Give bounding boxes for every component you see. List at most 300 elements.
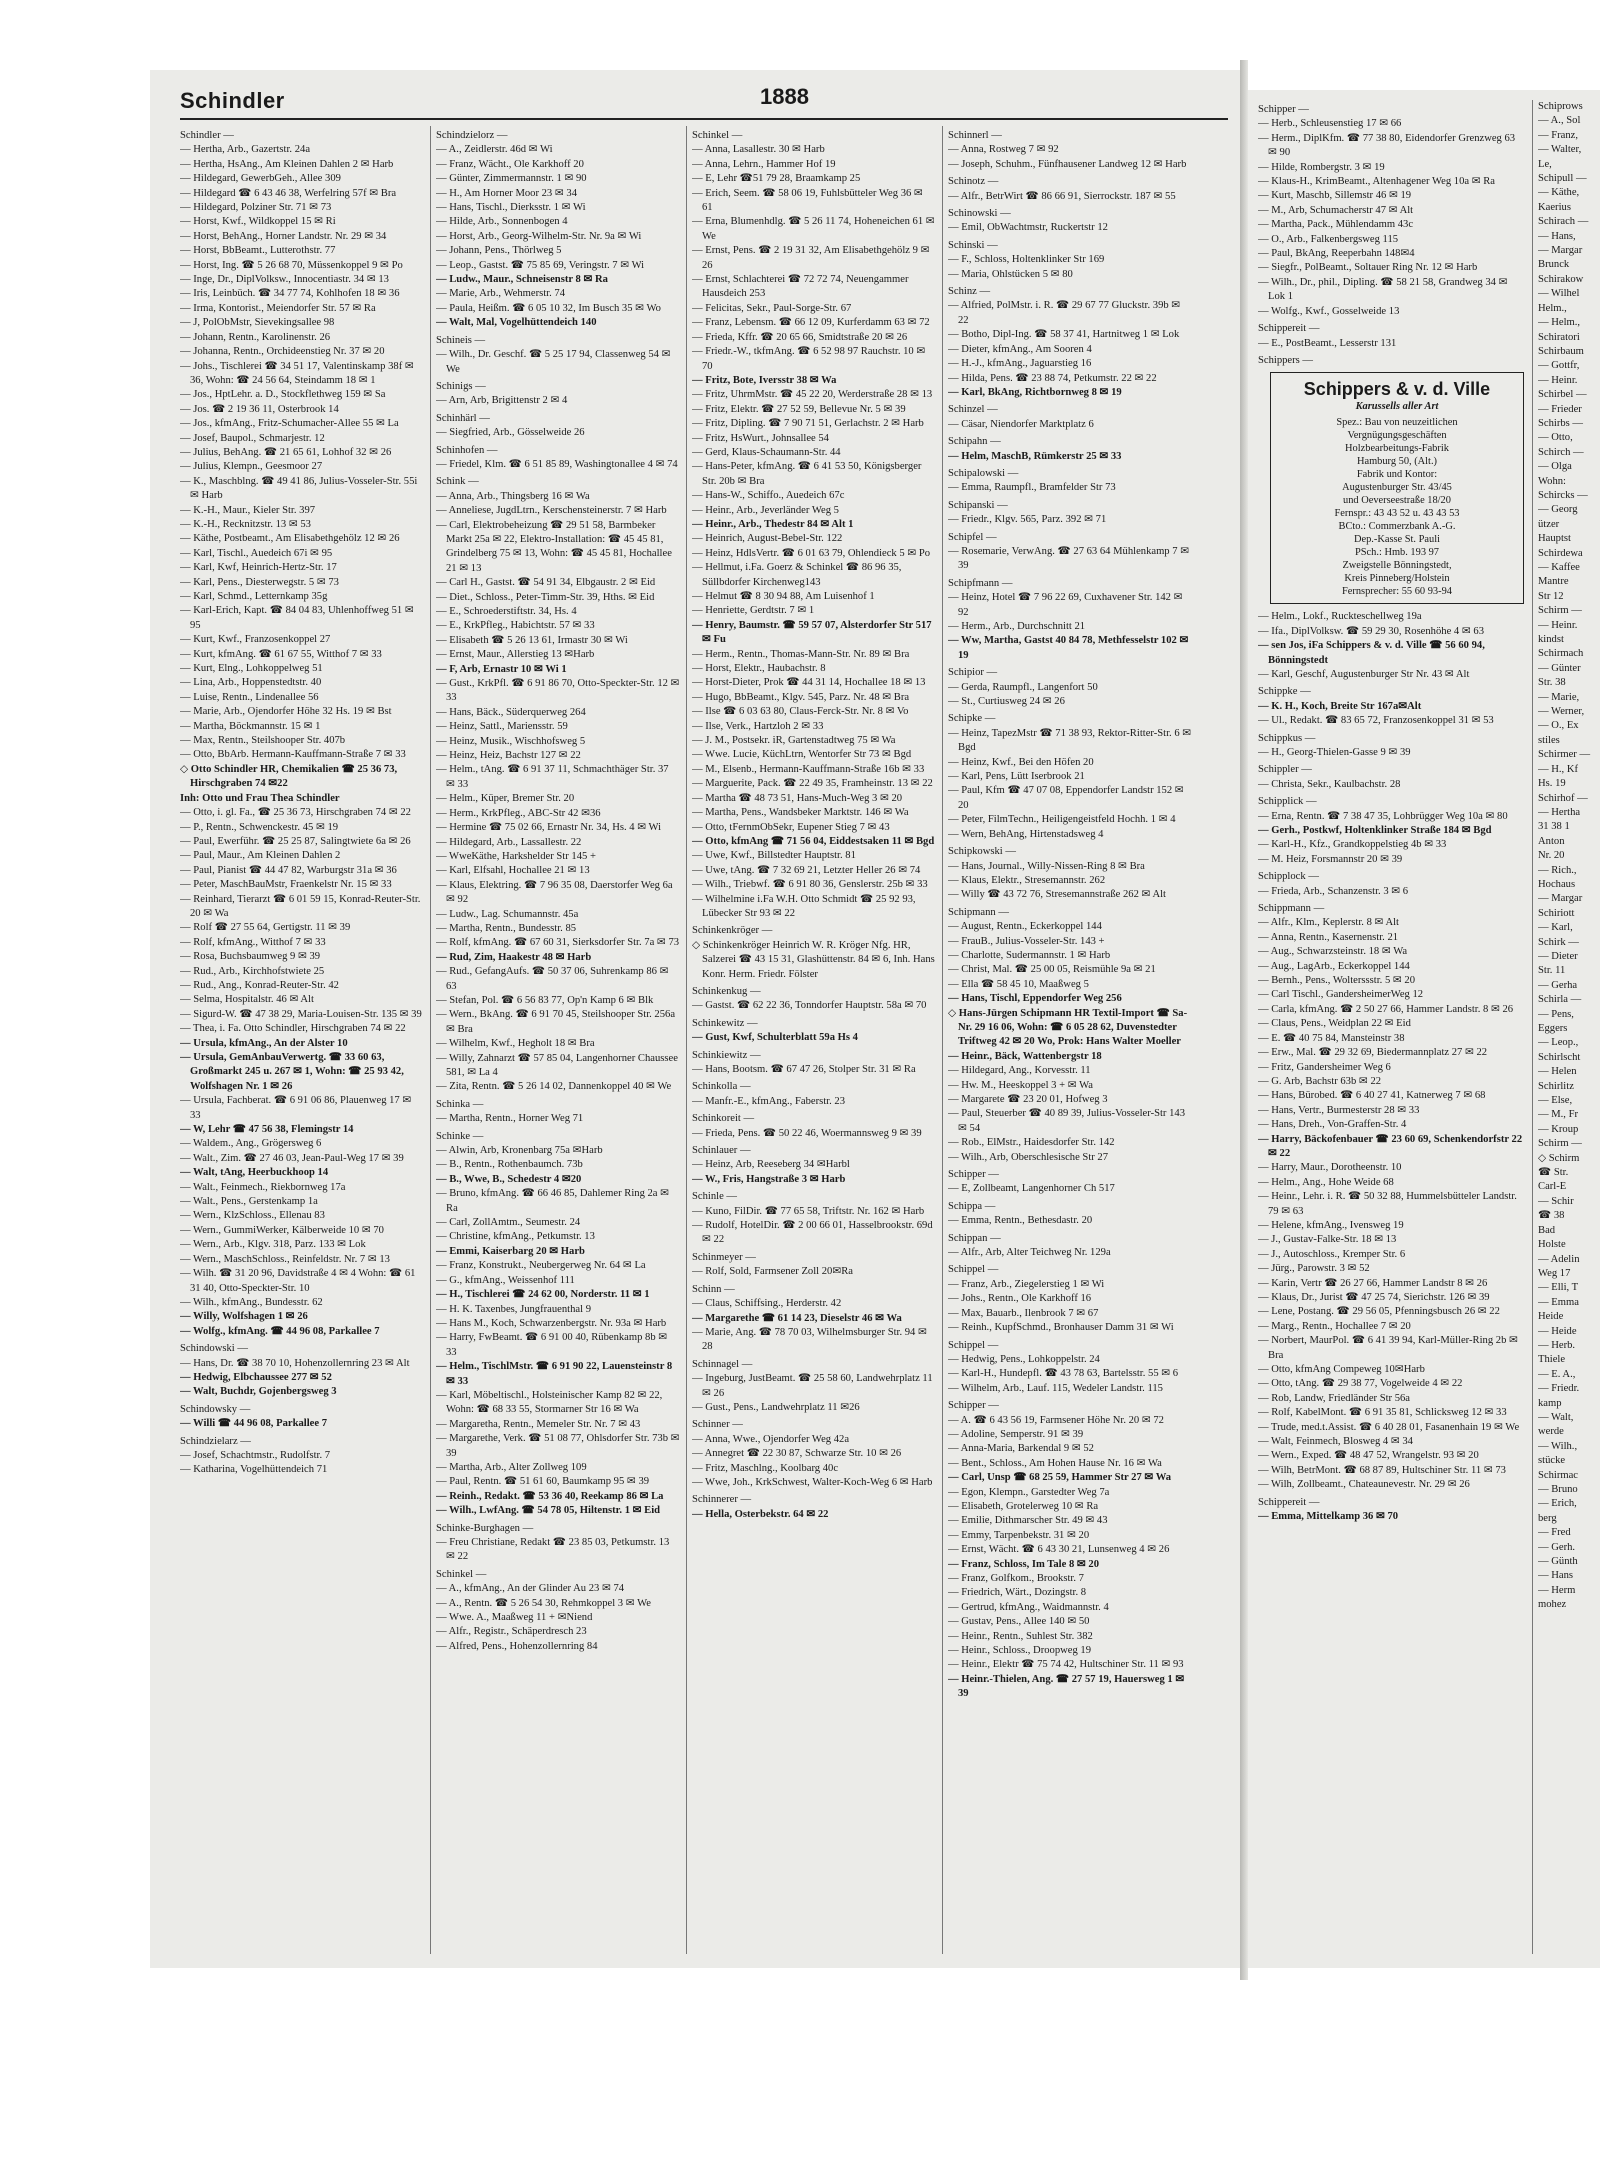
directory-entry: — Peter, FilmTechn., Heiligengeistfeld Hochh. 1 ✉ 4 <box>948 814 1176 826</box>
directory-entry: — Fritz, Bote, Iversstr 38 ✉ Wa <box>692 374 837 386</box>
directory-entry: — Heinr., Lehr. i. R. ☎ 50 32 88, Hummelsbütteler Landstr. 79 ✉ 63 <box>1258 1191 1517 1217</box>
directory-entry: — Hildegard ☎ 6 43 46 38, Werfelring 57f ✉ Bra <box>180 187 397 199</box>
directory-entry-fragment: kamp <box>1538 1397 1562 1409</box>
directory-entry: — Herm., Arb., Durchschnitt 21 <box>948 621 1086 632</box>
directory-entry: — Claus, Pens., Weidplan 22 ✉ Eid <box>1258 1018 1411 1030</box>
surname-heading: Schindzielarz — <box>180 1435 251 1447</box>
directory-entry: — Rudolf, HotelDir. ☎ 2 00 66 01, Hasselbrookstr. 69d ✉ 22 <box>692 1220 933 1246</box>
directory-entry: — Max, Bauarb., Ilenbrook 7 ✉ 67 <box>948 1307 1099 1319</box>
directory-entry: — H., Tischlerei ☎ 24 62 00, Norderstr. 11 ✉ 1 <box>436 1289 650 1301</box>
directory-entry-fragment: — Rich., <box>1538 864 1577 876</box>
directory-entry-fragment: — Marie, <box>1538 691 1580 703</box>
directory-entry: — Emilie, Dithmarscher Str. 49 ✉ 43 <box>948 1515 1108 1527</box>
directory-entry: — St., Curtiusweg 24 ✉ 26 <box>948 696 1065 708</box>
directory-entry: — Marie, Arb., Ojendorfer Höhe 32 Hs. 19 ✉ Bst <box>180 706 392 718</box>
directory-entry-fragment: — Walt, <box>1538 1411 1574 1423</box>
directory-entry: — Maria, Ohlstücken 5 ✉ 80 <box>948 268 1073 280</box>
directory-entry: — Freu Christiane, Redakt ☎ 23 85 03, Petkumstr. 13 ✉ 22 <box>436 1537 670 1563</box>
directory-entry: Inh: Otto und Frau Thea Schindler <box>180 792 340 804</box>
directory-entry: — Claus, Schiffsing., Herderstr. 42 <box>692 1298 842 1310</box>
directory-entry-fragment: — Gerha <box>1538 979 1578 991</box>
directory-entry: — Erna, Blumenhdlg. ☎ 5 26 11 74, Hoheneichen 61 ✉ We <box>692 216 935 242</box>
directory-entry: — Emma, Rentn., Bethesdastr. 20 <box>948 1215 1093 1227</box>
directory-entry: — Reinh., KupfSchmd., Bronhauser Damm 31 ✉ Wi <box>948 1322 1174 1334</box>
directory-entry: — Gertrud, kfmAng., Waidmannstr. 4 <box>948 1601 1109 1613</box>
directory-entry: — Carla, kfmAng. ☎ 2 50 27 66, Hammer Landstr. 8 ✉ 26 <box>1258 1003 1514 1015</box>
directory-column-6-cut <box>1538 100 1600 1958</box>
directory-entry: — Emma, Raumpfl., Bramfelder Str 73 <box>948 482 1116 494</box>
directory-entry: — Marie, Arb., Wehmerstr. 74 <box>436 288 565 300</box>
directory-entry: — Leop., Gastst. ☎ 75 85 69, Veringstr. 7 ✉ Wi <box>436 259 645 271</box>
directory-entry-fragment: stiles <box>1538 734 1560 746</box>
directory-entry-fragment: Schirdewa <box>1538 547 1583 559</box>
directory-entry-fragment: — Heide <box>1538 1325 1577 1337</box>
directory-entry: — Norbert, MaurPol. ☎ 6 41 39 94, Karl-Müller-Ring 2b ✉ Bra <box>1258 1335 1518 1361</box>
directory-entry-fragment: — Margar <box>1538 245 1583 257</box>
directory-entry-fragment: — Herb. <box>1538 1339 1576 1351</box>
directory-entry-fragment: 31 38 1 <box>1538 821 1570 833</box>
directory-entry: — Katharina, Vogelhüttendeich 71 <box>180 1464 328 1476</box>
directory-entry-fragment: — Margar <box>1538 893 1583 905</box>
directory-entry: — Horst, BbBeamt., Lutterothstr. 77 <box>180 245 336 257</box>
directory-entry-fragment: Kaerius <box>1538 201 1571 213</box>
ad-line: Hamburg 50, (Alt.) <box>1356 456 1438 468</box>
directory-entry-fragment: — Fred <box>1538 1527 1571 1539</box>
ad-line: Vergnügungsgeschäften <box>1347 430 1447 442</box>
directory-entry: — Rosemarie, VerwAng. ☎ 27 63 64 Mühlenkamp 7 ✉ 39 <box>948 545 1190 572</box>
directory-entry-fragment: Schirbaum <box>1538 345 1584 357</box>
directory-entry: — Martha, Arb., Alter Zollweg 109 <box>436 1461 587 1473</box>
directory-entry-fragment: Schircks — <box>1538 489 1588 501</box>
directory-entry: — Wwe. A., Maaßweg 11 + ✉Niend <box>436 1612 593 1624</box>
surname-heading: Schippkus — <box>1258 732 1316 744</box>
directory-entry: — Karl, BkAng, Richtbornweg 8 ✉ 19 <box>948 386 1122 398</box>
surname-heading: Schippa — <box>948 1200 996 1212</box>
surname-heading: Schipfel — <box>948 531 997 543</box>
directory-entry: — Franz, Wächt., Ole Karkhoff 20 <box>436 158 584 170</box>
directory-entry: — Walt, Mal, Vogelhüttendeich 140 <box>436 317 597 329</box>
directory-entry-fragment: Bad <box>1538 1224 1556 1236</box>
directory-entry: — Marg., Rentn., Hochallee 7 ✉ 20 <box>1258 1320 1411 1332</box>
directory-entry: — Heinr., Bäck, Wattenbergstr 18 <box>948 1050 1102 1062</box>
surname-heading: Schipplock — <box>1258 871 1319 883</box>
directory-entry: — Hw. M., Heeskoppel 3 + ✉ Wa <box>948 1079 1093 1091</box>
directory-entry: — Walt, Feinmech, Blosweg 4 ✉ 34 <box>1258 1436 1413 1448</box>
directory-entry-fragment: Schirk — <box>1538 936 1579 948</box>
directory-entry-fragment: — Leop., <box>1538 1037 1579 1049</box>
directory-entry: — Walt., Feinmech., Riekbornweg 17a <box>180 1181 346 1193</box>
directory-entry: — Lina, Arb., Hoppenstedtstr. 40 <box>180 677 322 689</box>
ad-line: Holzbearbeitungs-Fabrik <box>1345 443 1449 455</box>
directory-entry: — Klaus-H., KrimBeamt., Altenhagener Weg 10a ✉ Ra <box>1258 176 1496 188</box>
directory-entry: — Heinz, Sattl., Mariensstr. 59 <box>436 721 568 733</box>
directory-entry: — E., Schroederstiftstr. 34, Hs. 4 <box>436 606 577 617</box>
directory-column-3 <box>692 126 936 1958</box>
directory-entry: — Wilh., LwfAng. ☎ 54 78 05, Hiltenstr. 1 ✉ Eid <box>436 1505 661 1517</box>
surname-heading: Schinlauer — <box>692 1145 751 1157</box>
directory-entry: — Jürg., Parowstr. 3 ✉ 52 <box>1258 1263 1370 1275</box>
directory-entry: ◇ Otto Schindler HR, Chemikalien ☎ 25 36 73, Hirschgraben 74 ✉22 <box>180 763 398 790</box>
directory-entry: — Emil, ObWachtmstr, Ruckertstr 12 <box>948 222 1108 234</box>
directory-entry: — Wern., MaschSchloss., Reinfeldstr. Nr. 7 ✉ 13 <box>180 1253 390 1265</box>
surname-heading: Schipper — <box>948 1400 999 1412</box>
directory-entry: — Henry, Baumstr. ☎ 59 57 07, Alsterdorfer Str 517 ✉ Fu <box>692 619 932 646</box>
directory-entry: — Sigurd-W. ☎ 47 38 29, Maria-Louisen-Str. 135 ✉ 39 <box>180 1008 422 1020</box>
directory-entry: — Martha, Rentn., Bundesstr. 85 <box>436 922 577 934</box>
directory-entry: — Hertha, HsAng., Am Kleinen Dahlen 2 ✉ Harb <box>180 158 394 170</box>
directory-entry: — Gustav, Pens., Allee 140 ✉ 50 <box>948 1616 1090 1628</box>
surname-heading: Schippers — <box>1258 354 1314 366</box>
directory-entry-fragment: Str. 38 <box>1538 677 1566 689</box>
directory-entry: — K.-H., Recknitzstr. 13 ✉ 53 <box>180 518 311 530</box>
directory-entry-fragment: — Emma <box>1538 1296 1579 1308</box>
directory-entry: — Paul, Maur., Am Kleinen Dahlen 2 <box>180 850 341 862</box>
directory-entry: — Emmi, Kaiserbarg 20 ✉ Harb <box>436 1245 585 1257</box>
surname-heading: Schippler — <box>1258 764 1312 776</box>
directory-entry-fragment: Schirch — <box>1538 446 1584 458</box>
surname-heading: Schindowski — <box>180 1343 248 1355</box>
directory-entry: — Kurt, Kwf., Franzosenkoppel 27 <box>180 634 331 646</box>
surname-heading: Schinke-Burghagen — <box>436 1522 534 1534</box>
directory-entry: — Wolfg., kfmAng. ☎ 44 96 08, Parkallee 7 <box>180 1325 380 1337</box>
directory-entry: — K.-H., Maur., Kieler Str. 397 <box>180 504 316 516</box>
surname-heading: Schinkoreit — <box>692 1113 755 1125</box>
directory-entry-fragment: Wohn: <box>1538 475 1566 487</box>
directory-entry: — Hildegard, Arb., Lassallestr. 22 <box>436 836 582 848</box>
surname-heading: Schipalowski — <box>948 467 1019 479</box>
directory-entry-fragment: ☎ Str. <box>1538 1167 1569 1179</box>
directory-entry-fragment: Schirla — <box>1538 994 1582 1006</box>
directory-entry-fragment: Hochaus <box>1538 878 1576 890</box>
directory-entry: — Max, Rentn., Steilshooper Str. 407b <box>180 735 346 747</box>
directory-entry: — Heinr., Arb., Thedestr 84 ✉ Alt 1 <box>692 518 854 530</box>
directory-entry: — Wern., KlzSchloss., Ellenau 83 <box>180 1210 325 1222</box>
surname-heading: Schinnerl — <box>948 130 1002 141</box>
directory-entry: — Uwe, Kwf., Billstedter Hauptstr. 81 <box>692 850 856 862</box>
directory-entry: — Ludw., Maur., Schneisenstr 8 ✉ Ra <box>436 274 608 286</box>
directory-entry-fragment: Schiprows <box>1538 101 1583 112</box>
directory-entry: — Ernst, Pens. ☎ 2 19 31 32, Am Elisabethgehölz 9 ✉ 26 <box>692 245 930 271</box>
directory-entry-fragment: Schipull — <box>1538 173 1587 185</box>
directory-entry: — Helm., tAng. ☎ 6 91 37 11, Schmachthäger Str. 37 ✉ 33 <box>436 764 669 790</box>
directory-entry: — Julius, BehAng. ☎ 21 65 61, Lohhof 32 ✉ 26 <box>180 446 392 458</box>
directory-entry: — Julius, Klempn., Geesmoor 27 <box>180 461 323 473</box>
surname-heading: Schinn — <box>692 1283 735 1295</box>
directory-entry: — Paul, Rentn. ☎ 51 61 60, Baumkamp 95 ✉ 39 <box>436 1476 650 1488</box>
directory-entry: — Henriette, Gerdtstr. 7 ✉ 1 <box>692 605 815 617</box>
directory-entry: — Ifa., DiplVolksw. ☎ 59 29 30, Rosenhöhe 4 ✉ 63 <box>1258 625 1484 637</box>
directory-entry-fragment: Le, <box>1538 158 1552 170</box>
ad-line: Dep.-Kasse St. Pauli <box>1353 534 1440 546</box>
directory-entry: — F, Arb, Ernastr 10 ✉ Wi 1 <box>436 663 567 675</box>
directory-entry: — Ilse, Verk., Hartzloh 2 ✉ 33 <box>692 720 824 732</box>
directory-entry: — K., Maschblng. ☎ 49 41 86, Julius-Vosseler-Str. 55i ✉ Harb <box>180 475 418 502</box>
ad-subtitle: Karussells aller Art <box>1355 401 1439 413</box>
directory-entry: — Ww, Martha, Gastst 40 84 78, Methfesselstr 102 ✉19 <box>948 635 1189 661</box>
surname-heading: Schipper — <box>1258 104 1309 115</box>
directory-entry: — Otto, i. gl. Fa., ☎ 25 36 73, Hirschgraben 74 ✉ 22 <box>180 807 411 819</box>
directory-entry-fragment: — Günth <box>1538 1556 1578 1568</box>
directory-entry: — Alfr., Registr., Schäperdresch 23 <box>436 1626 587 1638</box>
directory-entry: — Martha, Rentn., Horner Weg 71 <box>436 1113 584 1125</box>
column-rule <box>686 126 687 1954</box>
directory-entry: — Hans M., Koch, Schwarzenbergstr. Nr. 93a ✉ Harb <box>436 1317 667 1329</box>
directory-entry: — Jos. ☎ 2 19 36 11, Osterbrook 14 <box>180 403 339 415</box>
directory-entry-fragment: Anton <box>1538 835 1565 847</box>
directory-entry: — Ingeburg, JustBeamt. ☎ 25 58 60, Landwehrplatz 11 ✉ 26 <box>692 1373 933 1399</box>
directory-entry: — Frieda, Arb., Schanzenstr. 3 ✉ 6 <box>1258 885 1409 897</box>
directory-entry-fragment: Weg 17 <box>1538 1267 1571 1279</box>
directory-entry: — Frieda, Pens. ☎ 50 22 46, Woermannsweg 9 ✉ 39 <box>692 1127 922 1139</box>
directory-entry: — Hans-W., Schiffo., Auedeich 67c <box>692 490 845 502</box>
directory-entry: — M. Heiz, Forsmannstr 20 ✉ 39 <box>1258 853 1403 865</box>
surname-heading: Schipahn — <box>948 436 1001 448</box>
directory-entry: — Paul, Ewerführ. ☎ 25 25 87, Salingtwiete 6a ✉ 26 <box>180 835 411 847</box>
surname-heading: Schinhärl — <box>436 412 490 424</box>
directory-entry: — August, Rentn., Eckerkoppel 144 <box>948 921 1102 933</box>
directory-entry: — Ul., Redakt. ☎ 83 65 72, Franzosenkoppel 31 ✉ 53 <box>1258 715 1494 727</box>
directory-entry: — Käthe, Postbeamt., Am Elisabethgehölz 12 ✉ 26 <box>180 533 400 545</box>
surname-heading: Schipmann — <box>948 906 1009 918</box>
directory-entry: — Reinhard, Tierarzt ☎ 6 01 59 15, Konrad-Reuter-Str. 20 ✉ Wa <box>180 893 421 919</box>
directory-entry: — Franz, Golfkom., Brookstr. 7 <box>948 1573 1084 1584</box>
surname-heading: Schippke — <box>1258 686 1311 698</box>
directory-entry-fragment: — Friedr. <box>1538 1383 1580 1395</box>
directory-entry: — Rolf, kfmAng. ☎ 67 60 31, Sierksdorfer Str. 7a ✉ 73 <box>436 937 680 949</box>
directory-entry: — Hans, Tischl, Eppendorfer Weg 256 <box>948 993 1122 1005</box>
directory-entry: — Fritz, Maschlng., Koolbarg 40c <box>692 1462 839 1474</box>
directory-entry: — Helm., TischlMstr. ☎ 6 91 90 22, Lauensteinstr 8 ✉ 33 <box>436 1361 673 1387</box>
directory-entry: — Erw., Mal. ☎ 29 32 69, Biedermannplatz 27 ✉ 22 <box>1258 1047 1488 1059</box>
directory-entry: — Fritz, Dipling. ☎ 7 90 71 51, Gerlachstr. 2 ✉ Harb <box>692 418 924 430</box>
directory-entry: — Wilh., Dr. Geschf. ☎ 5 25 17 94, Classenweg 54 ✉ We <box>436 349 671 375</box>
directory-entry: — Heinz, Musik., Wischhofsweg 5 <box>436 735 586 747</box>
directory-entry-fragment: — E. A., <box>1538 1368 1576 1380</box>
directory-entry: — Uwe, tAng. ☎ 7 32 69 21, Letzter Heller 26 ✉ 74 <box>692 864 921 876</box>
surname-heading: Schinle — <box>692 1191 738 1203</box>
directory-entry: — Paul, Pianist ☎ 44 47 82, Warburgstr 31a ✉ 36 <box>180 864 397 876</box>
surname-heading: Schipper — <box>948 1169 999 1181</box>
directory-entry: — Friedrich, Wärt., Dozingstr. 8 <box>948 1587 1087 1599</box>
directory-entry-fragment: — Pens, <box>1538 1008 1574 1020</box>
directory-entry-fragment: Schirmac <box>1538 1469 1579 1481</box>
directory-entry-fragment: Schirm — <box>1538 1138 1582 1150</box>
directory-entry-fragment: — Georg <box>1538 504 1578 516</box>
directory-entry-fragment: — Werner, <box>1538 706 1585 718</box>
directory-entry: — Wern., BkAng. ☎ 6 91 70 45, Steilshooper Str. 256a ✉ Bra <box>436 1009 676 1035</box>
directory-entry-fragment: Schirbs — <box>1538 417 1584 429</box>
directory-entry: — Johs., Rentn., Ole Karkhoff 16 <box>948 1293 1092 1305</box>
directory-entry-fragment: berg <box>1538 1512 1557 1524</box>
directory-entry-fragment: — Elli, T <box>1538 1282 1579 1294</box>
directory-entry: — G. Arb, Bachstr 63b ✉ 22 <box>1258 1075 1382 1087</box>
directory-entry: — Elisabeth, Grotelerweg 10 ✉ Ra <box>948 1500 1099 1512</box>
surname-heading: Schindler — <box>180 130 234 141</box>
directory-entry: — Karl, Möbeltischl., Holsteinischer Kamp 82 ✉ 22, Wohn: ☎ 68 33 55, Stormarner Str 16 ✉ Wa <box>436 1389 663 1416</box>
directory-entry-fragment: — O., Ex <box>1538 720 1579 732</box>
surname-heading: Schipke — <box>948 713 996 725</box>
directory-entry: — Willi ☎ 44 96 08, Parkallee 7 <box>180 1418 327 1430</box>
directory-column-5 <box>1258 100 1526 1958</box>
directory-entry-fragment: — Else, <box>1538 1095 1573 1107</box>
directory-entry: — Karl, Elfsahl, Hochallee 21 ✉ 13 <box>436 865 590 877</box>
directory-entry: — Rolf ☎ 27 55 64, Gertigstr. 11 ✉ 39 <box>180 922 351 934</box>
directory-entry: — Selma, Hospitalstr. 46 ✉ Alt <box>180 994 314 1006</box>
directory-entry: — Margaretha, Rentn., Memeler Str. Nr. 7 ✉ 43 <box>436 1418 641 1430</box>
surname-heading: Schinowski — <box>948 208 1011 220</box>
directory-entry: — Luise, Rentn., Lindenallee 56 <box>180 691 319 703</box>
surname-heading: Schinkel — <box>692 130 743 141</box>
directory-entry: — F., Schloss, Holtenklinker Str 169 <box>948 254 1105 266</box>
directory-entry: — Klaus, Elektr., Stresemannstr. 262 <box>948 874 1106 886</box>
directory-entry: — Reinh., Redakt. ☎ 53 36 40, Reekamp 86 ✉ La <box>436 1490 664 1502</box>
directory-entry: — Siegfried, Arb., Gösselweide 26 <box>436 427 585 439</box>
directory-entry: — B., Rentn., Rothenbaumch. 73b <box>436 1159 583 1171</box>
directory-entry: — Carl, Unsp ☎ 68 25 59, Hammer Str 27 ✉ Wa <box>948 1472 1172 1484</box>
directory-entry-fragment: Schirlscht <box>1538 1051 1581 1063</box>
directory-entry: — Hilde, Arb., Sonnenbogen 4 <box>436 216 568 228</box>
directory-entry: — Ernst, Schlachterei ☎ 72 72 74, Neuengammer Hausdeich 253 <box>692 274 909 300</box>
directory-entry: — Karl, Pens., Diesterwegstr. 5 ✉ 73 <box>180 576 339 588</box>
directory-entry: — E., KrkPfleg., Habichtstr. 57 ✉ 33 <box>436 620 595 632</box>
directory-entry: — K. H., Koch, Breite Str 167a✉Alt <box>1258 700 1422 712</box>
surname-heading: Schippel — <box>948 1339 999 1351</box>
directory-entry: — Franz, Konstrukt., Neubergerweg Nr. 64 ✉ La <box>436 1260 646 1272</box>
directory-entry-fragment: ☎ 38 <box>1538 1210 1565 1222</box>
directory-entry: — Anna, Wwe., Ojendorfer Weg 42a <box>692 1433 850 1445</box>
surname-heading: Schinke — <box>436 1130 484 1142</box>
directory-entry: — Karl-Erich, Kapt. ☎ 84 04 83, Uhlenhoffweg 51 ✉ 95 <box>180 605 414 631</box>
directory-entry: — Bernh., Pens., Wolterssstr. 5 ✉ 20 <box>1258 975 1416 987</box>
directory-entry: — Paul, Steuerber ☎ 40 89 39, Julius-Vosseler-Str 143 ✉ 54 <box>948 1108 1186 1134</box>
directory-entry: — Helm., Küper, Bremer Str. 20 <box>436 793 575 805</box>
directory-entry: — Josef, Schachtmstr., Rudolfstr. 7 <box>180 1449 331 1461</box>
directory-entry: — Carl Tischl., GandersheimerWeg 12 <box>1258 989 1424 1001</box>
directory-entry: — Herm., KrkPfleg., ABC-Str 42 ✉36 <box>436 807 601 819</box>
directory-entry: — Horst-Dieter, Prok ☎ 44 31 14, Hochallee 18 ✉ 13 <box>692 677 926 689</box>
directory-entry: — Heinr., Arb., Jeverländer Weg 5 <box>692 504 839 516</box>
directory-entry: — Wilh, Zollbeamt., Chateaunevestr. Nr. 29 ✉ 26 <box>1258 1479 1470 1491</box>
ad-line: Fernsprecher: 55 60 93-94 <box>1342 586 1452 598</box>
directory-entry: — Helm., Lokf., Ruckteschellweg 19a <box>1258 611 1422 623</box>
directory-entry: — Ursula, kfmAng., An der Alster 10 <box>180 1037 348 1049</box>
ad-line: Augustenburger Str. 43/45 <box>1342 482 1452 494</box>
directory-entry-fragment: Schirm — <box>1538 605 1582 617</box>
directory-entry-fragment: — Dieter <box>1538 950 1578 962</box>
directory-entry: — Heinz, HdlsVertr. ☎ 6 01 63 79, Ohlendieck 5 ✉ Po <box>692 547 931 559</box>
directory-entry: — Botho, Dipl-Ing. ☎ 58 37 41, Hartnitweg 1 ✉ Lok <box>948 329 1180 341</box>
directory-entry: — Christa, Sekr., Kaulbachstr. 28 <box>1258 778 1401 790</box>
directory-entry: — Christine, kfmAng., Petkumstr. 13 <box>436 1231 595 1243</box>
directory-entry-fragment: — Frieder <box>1538 403 1582 415</box>
directory-entry: — Ernst, Maur., Allerstieg 13 ✉Harb <box>436 649 595 661</box>
directory-entry: — Hilda, Pens. ☎ 23 88 74, Petkumstr. 22 ✉ 22 <box>948 372 1157 384</box>
directory-entry: — E, Zollbeamt, Langenhorner Ch 517 <box>948 1183 1115 1195</box>
directory-entry: — Trude, med.t.Assist. ☎ 6 40 28 01, Fasanenhain 19 ✉ We <box>1258 1421 1520 1433</box>
directory-entry-fragment: — Bruno <box>1538 1484 1578 1495</box>
column-rule <box>942 126 943 1954</box>
directory-entry: — Frieda, Kffr. ☎ 20 65 66, Smidtstraße 20 ✉ 26 <box>692 331 908 343</box>
directory-entry: — Karl-H., Hundepfl. ☎ 43 78 63, Bartelsstr. 55 ✉ 6 <box>948 1368 1179 1380</box>
directory-entry: — Hellmut, i.Fa. Goerz & Schinkel ☎ 86 96 35, Süllbdorfer Kirchenweg143 <box>692 562 902 588</box>
surname-heading: Schinnagel — <box>692 1358 753 1370</box>
ad-line: Kreis Pinneberg/Holstein <box>1344 573 1450 585</box>
directory-entry: — Adoline, Semperstr. 91 ✉ 39 <box>948 1428 1084 1440</box>
surname-heading: Schinnerer — <box>692 1494 752 1506</box>
directory-column-2 <box>436 126 680 1958</box>
directory-entry: — Jos., kfmAng., Fritz-Schumacher-Allee 55 ✉ La <box>180 418 399 430</box>
surname-heading: Schinkolla — <box>692 1081 751 1093</box>
directory-entry: — Hedwig, Pens., Lohkoppelstr. 24 <box>948 1353 1100 1365</box>
directory-entry-fragment: Schirbel — <box>1538 389 1587 401</box>
directory-column-4 <box>948 126 1192 1958</box>
directory-entry-fragment: — Otto, <box>1538 432 1573 444</box>
directory-entry: — Wilh, BetrMont. ☎ 68 87 89, Hultschiner Str. 11 ✉ 73 <box>1258 1464 1506 1476</box>
directory-entry: — A., kfmAng., An der Glinder Au 23 ✉ 74 <box>436 1583 625 1595</box>
directory-entry: — Helene, kfmAng., Ivensweg 19 <box>1258 1219 1404 1231</box>
directory-entry: — Diet., Schloss., Peter-Timm-Str. 39, Hths. ✉ Eid <box>436 591 655 603</box>
directory-entry: — Wilh. ☎ 31 20 96, Davidstraße 4 ✉ 4 Wohn: ☎ 61 31 40, Otto-Speckter-Str. 10 <box>180 1268 416 1294</box>
surname-heading: Schinkenkug — <box>692 985 761 997</box>
advertisement-box <box>1270 372 1524 604</box>
surname-heading: Schipplick — <box>1258 796 1317 808</box>
directory-entry: — Hans, Dr. ☎ 38 70 10, Hohenzollernring 23 ✉ Alt <box>180 1357 410 1369</box>
directory-entry-fragment: Schirhof — <box>1538 792 1588 804</box>
directory-entry: — Wern., Exped. ☎ 48 47 52, Wrangelstr. 93 ✉ 20 <box>1258 1450 1479 1462</box>
surname-heading: Schippereit — <box>1258 1496 1320 1508</box>
directory-entry: — Ursula, Fachberat. ☎ 6 91 06 86, Plauenweg 17 ✉ 33 <box>180 1095 412 1121</box>
directory-entry: — Siegfr., PolBeamt., Soltauer Ring Nr. 12 ✉ Harb <box>1258 262 1478 274</box>
directory-entry: — Hella, Osterbekstr. 64 ✉ 22 <box>692 1508 829 1520</box>
directory-entry: — Alfr., Arb, Alter Teichweg Nr. 129a <box>948 1247 1111 1259</box>
directory-entry: — P., Rentn., Schwenckestr. 45 ✉ 19 <box>180 821 339 833</box>
directory-entry: — Martha, Pens., Wandsbeker Marktstr. 146 ✉ Wa <box>692 807 909 819</box>
directory-entry: — J., Autoschloss., Kremper Str. 6 <box>1258 1248 1406 1260</box>
directory-entry-fragment: Carl-E <box>1538 1181 1567 1193</box>
directory-entry-fragment: Mantre <box>1538 576 1569 588</box>
directory-entry: — Ernst, Wächt. ☎ 6 43 30 21, Lunsenweg 4 ✉ 26 <box>948 1544 1170 1556</box>
directory-entry: — H. K. Taxenbes, Jungfrauenthal 9 <box>436 1303 591 1315</box>
directory-entry: — Alwin, Arb, Kronenbarg 75a ✉Harb <box>436 1145 603 1157</box>
directory-entry-fragment: ◇ Schirm <box>1538 1152 1580 1164</box>
directory-entry: — Herm., Rentn., Thomas-Mann-Str. Nr. 89 ✉ Bra <box>692 648 910 660</box>
directory-entry: — Heinz, Hotel ☎ 7 96 22 69, Cuxhavener Str. 142 ✉ 92 <box>948 592 1183 618</box>
directory-entry: — Gerda, Raumpfl., Langenfort 50 <box>948 681 1098 693</box>
directory-entry-fragment: Holste <box>1538 1239 1566 1251</box>
directory-entry-fragment: Schirlitz <box>1538 1080 1574 1092</box>
directory-entry: — Gust, Kwf, Schulterblatt 59a Hs 4 <box>692 1032 858 1044</box>
directory-entry-fragment: — Helen <box>1538 1066 1577 1078</box>
directory-entry: — Ilse ☎ 6 03 63 80, Claus-Ferck-Str. Nr. 8 ✉ Vo <box>692 706 909 718</box>
directory-entry: — Kurt, Maschb, Sillemstr 46 ✉ 19 <box>1258 190 1412 202</box>
directory-entry-fragment: — Erich, <box>1538 1498 1577 1510</box>
directory-entry: — Gerh., Postkwf, Holtenklinker Straße 184 ✉ Bgd <box>1258 825 1492 836</box>
surname-heading: Schipkowski — <box>948 846 1016 858</box>
directory-entry: — Emma, Mittelkamp 36 ✉ 70 <box>1258 1511 1399 1523</box>
directory-entry: — Aug., Schwarzsteinstr. 18 ✉ Wa <box>1258 946 1408 958</box>
directory-entry-fragment: — Schir <box>1538 1195 1574 1207</box>
directory-entry: — Karl, Tischl., Auedeich 67i ✉ 95 <box>180 547 333 559</box>
directory-entry: — Bruno, kfmAng. ☎ 66 46 85, Dahlemer Ring 2a ✉ Ra <box>436 1188 670 1214</box>
directory-entry-fragment: — Herm <box>1538 1584 1576 1596</box>
directory-entry: — Hans, Vertr., Burmesterstr 28 ✉ 33 <box>1258 1104 1420 1116</box>
directory-entry: — Hildegard, GewerbGeh., Allee 309 <box>180 173 341 185</box>
directory-entry: — Paula, Heißm. ☎ 6 05 10 32, Im Busch 35 ✉ Wo <box>436 302 661 314</box>
directory-entry: — sen Jos, iFa Schippers & v. d. Ville ☎ 56 60 94, Bönningstedt <box>1258 640 1485 666</box>
directory-entry-fragment: — Hertha <box>1538 806 1581 818</box>
directory-entry: — J, PolObMstr, Sievekingsallee 98 <box>180 317 335 329</box>
directory-entry: — Hans-Peter, kfmAng. ☎ 6 41 53 50, Königsberger Str. 20b ✉ Bra <box>692 461 922 487</box>
